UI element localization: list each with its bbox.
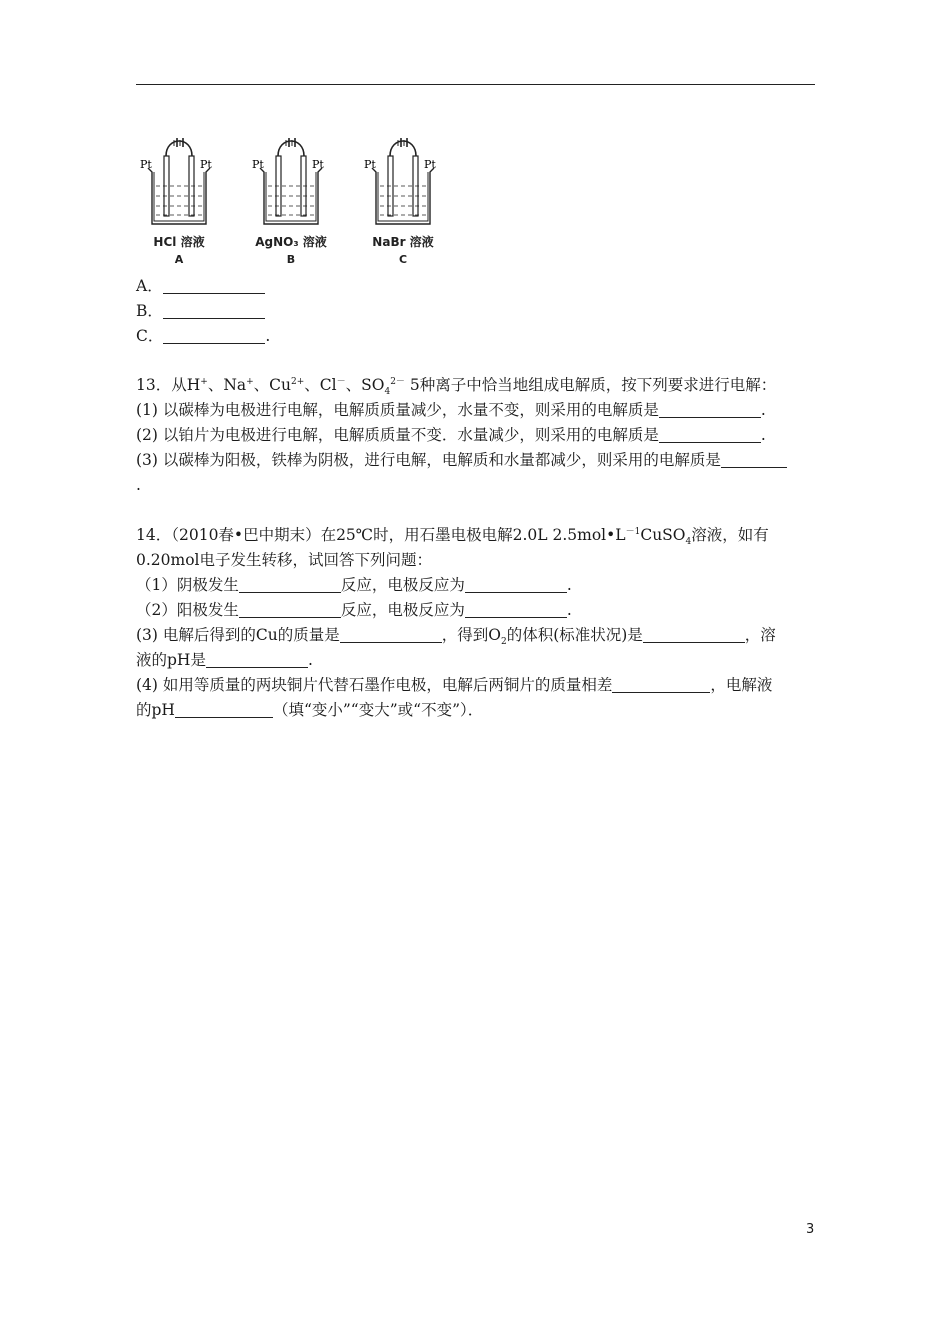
q14-part3: (3) 电解后得到的Cu的质量是 ，得到$O_2$的体积(标准状况)是 ，溶 [136, 626, 776, 648]
header-rule [136, 84, 815, 85]
q14-part4-d: （填“变小”“变大”或“不变”）． [272, 701, 484, 719]
q13-part2-blank[interactable] [659, 426, 761, 443]
q14-part1-blank1[interactable] [239, 576, 341, 593]
q14-part2-dot: . [566, 601, 572, 619]
q14-intro-line2-text: 0.20mol电子发生转移，试回答下列问题： [136, 551, 432, 569]
q14-intro-c: 溶液，如有 [691, 526, 769, 544]
q14-part2-a: （2）阳极发生 [136, 601, 239, 619]
cell-b [248, 128, 334, 273]
q13-part3-blank[interactable] [721, 451, 787, 468]
q14-part2-blank1[interactable] [239, 601, 341, 618]
cell-c-letter: C [398, 253, 408, 266]
q14-intro-line1: 14．（2010春•巴中期末）在25℃时，用石墨电极电解2.0L $2.5mol•L^{-1}CuSO_4$溶液，如有 [136, 526, 769, 548]
q14-part3-blank2[interactable] [643, 626, 745, 643]
cell-b-solution: AgNO₃ 溶液 [255, 235, 327, 249]
q14-intro-a: （2010春•巴中期末）在25℃时，用石墨电极电解2.0L 2.5mol•L [171, 526, 626, 544]
q14-part2-blank2[interactable] [465, 601, 567, 618]
answer-c-blank[interactable] [163, 327, 265, 344]
answer-a-label: A． [136, 277, 163, 295]
answer-c-label: C． [136, 327, 164, 345]
q13-part2 [136, 425, 766, 445]
q13-part3-end [136, 475, 141, 495]
q13-part1-dot: . [760, 401, 766, 419]
cell-c [360, 128, 446, 273]
q14-part1-a: （1）阴极发生 [136, 576, 239, 594]
electrolytic-cell-b-diagram [248, 128, 334, 233]
electrode-label-right: Pt [424, 158, 436, 171]
cell-a [136, 128, 222, 273]
q13-ion-cl: 、Cl [304, 376, 337, 394]
q14-part3-dot: . [307, 651, 313, 669]
q14-part4 [136, 675, 772, 695]
q14-part4-blank1[interactable] [612, 676, 710, 693]
cell-b-letter: B [286, 253, 296, 266]
q14-part3-e: 液的pH是 [136, 651, 206, 669]
q14-intro-line2 [136, 550, 432, 570]
q14-part2 [136, 600, 572, 620]
q14-part2-b: 反应，电极反应为 [340, 601, 465, 619]
answer-b-blank[interactable] [163, 302, 265, 319]
q14-part3-d: ，溶 [744, 626, 776, 644]
answer-line-c [136, 326, 270, 346]
q13-number: 13． [136, 376, 172, 394]
answer-line-b [136, 301, 265, 321]
q13-ion-na: 、Na [207, 376, 247, 394]
electrolysis-figure [136, 128, 446, 273]
q13-intro: 13．从H+、Na+、$Cu^{2+}$、Cl－、$SO_4^{2-}$ 5种离子中恰当地组成电解质，按下列要求进行电解： [136, 376, 777, 398]
q14-part1-blank2[interactable] [465, 576, 567, 593]
q13-intro-end: 5种离子中恰当地组成电解质，按下列要求进行电解： [404, 376, 777, 394]
q14-part4-cont [136, 700, 483, 720]
q14-intro-b: CuSO [640, 526, 686, 544]
answer-c-end: . [265, 327, 271, 345]
electrode-label-right: Pt [200, 158, 212, 171]
q13-part1 [136, 400, 766, 420]
electrode-label-left: Pt [364, 158, 376, 171]
q13-ion-cu: 、Cu [253, 376, 292, 394]
q13-part2-dot: . [760, 426, 766, 444]
q13-part1-text: (1) 以碳棒为电极进行电解，电解质质量减少，水量不变，则采用的电解质是 [136, 401, 659, 419]
page-number: 3 [806, 1222, 815, 1237]
q13-part3-dot: . [136, 476, 141, 494]
answer-b-label: B． [136, 302, 163, 320]
q14-part4-c: 的pH [136, 701, 175, 719]
q13-part2-text: (2) 以铂片为电极进行电解，电解质质量不变．水量减少，则采用的电解质是 [136, 426, 659, 444]
cell-c-solution: NaBr 溶液 [372, 235, 434, 249]
electrolytic-cell-a-diagram [136, 128, 222, 233]
answer-line-a [136, 276, 265, 296]
q13-part3-text: (3) 以碳棒为阳极，铁棒为阴极，进行电解，电解质和水量都减少，则采用的电解质是 [136, 451, 721, 469]
q14-part4-blank2[interactable] [175, 701, 273, 718]
electrolytic-cell-c-diagram [360, 128, 446, 233]
answer-a-blank[interactable] [163, 277, 265, 294]
q14-part1-b: 反应，电极反应为 [340, 576, 465, 594]
q13-part1-blank[interactable] [659, 401, 761, 418]
q14-part3-cont [136, 650, 313, 670]
q13-ion-so4: 、SO [345, 376, 385, 394]
q14-part4-b: ，电解液 [710, 676, 773, 694]
electrode-label-left: Pt [252, 158, 264, 171]
q13-part3 [136, 450, 787, 470]
electrode-label-right: Pt [312, 158, 324, 171]
q14-part1 [136, 575, 572, 595]
q14-part3-b: ，得到O [441, 626, 501, 644]
q14-part3-a: (3) 电解后得到的Cu的质量是 [136, 626, 340, 644]
q13-intro-start: 从H [171, 376, 201, 394]
q14-part3-blank3[interactable] [206, 651, 308, 668]
q14-part3-blank1[interactable] [340, 626, 442, 643]
cell-a-letter: A [174, 253, 184, 266]
q14-part3-c: 的体积(标准状况)是 [506, 626, 643, 644]
q14-number: 14． [136, 526, 172, 544]
q14-part1-dot: . [566, 576, 572, 594]
cell-a-solution: HCl 溶液 [153, 235, 205, 249]
electrode-label-left: Pt [140, 158, 152, 171]
q14-part4-a: (4) 如用等质量的两块铜片代替石墨作电极，电解后两铜片的质量相差 [136, 676, 613, 694]
